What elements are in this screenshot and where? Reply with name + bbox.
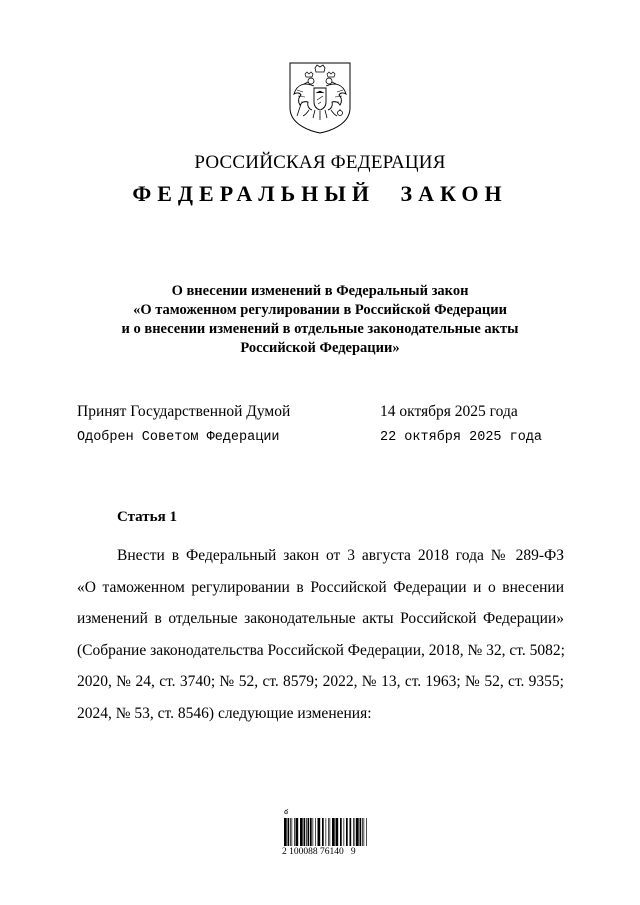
law-title-line: и о внесении изменений в отдельные законодательные акты (121, 321, 519, 337)
barcode-bar (340, 818, 342, 846)
barcode-bar (356, 818, 359, 846)
barcode-bar (304, 818, 306, 846)
article-line: «О таможенном регулировании в Российской Федерации и о внесении (77, 578, 564, 596)
article-line: 2020, № 24, ст. 3740; № 52, ст. 8579; 2022, № 13, ст. 1963; № 52, ст. 9355; (77, 673, 564, 690)
article-body (77, 540, 564, 729)
barcode-bar (306, 818, 307, 846)
law-title-line: Российской Федерации» (240, 340, 400, 356)
barcode-bar (292, 818, 293, 846)
barcode-bar (284, 818, 287, 846)
barcode-bar (326, 818, 327, 846)
barcode-bar (313, 818, 314, 846)
barcode-bar (330, 818, 331, 846)
article-line: изменений в отдельные законодательные акты Российской Федерации» (77, 610, 564, 627)
barcode-bar (364, 818, 365, 846)
barcode-bar (310, 818, 312, 846)
article-heading: Статья 1 (117, 509, 177, 525)
barcode-bar (308, 818, 310, 846)
coat-of-arms-icon (287, 60, 353, 134)
barcode-bar (322, 818, 324, 846)
barcode-bar (350, 818, 352, 846)
barcode-bar (328, 818, 329, 846)
barcode-bar (288, 818, 290, 846)
law-title-line: О внесении изменений в Федеральный закон (171, 283, 469, 299)
barcode-bar (362, 818, 363, 846)
barcode-bars (284, 818, 368, 846)
country-name: РОССИЙСКАЯ ФЕДЕРАЦИЯ (194, 152, 446, 173)
barcode-bar (296, 818, 299, 846)
article-line: Внести в Федеральный закон от 3 августа 2018 года № 289-ФЗ (117, 547, 564, 564)
barcode-bar (353, 818, 354, 846)
barcode-bar (346, 818, 348, 846)
barcode-mark: ఠ (284, 808, 289, 816)
council-approval-row (77, 430, 577, 450)
barcode-bar (366, 818, 367, 846)
barcode-bar (332, 818, 335, 846)
document-type: ФЕДЕРАЛЬНЫЙ ЗАКОН (132, 181, 508, 206)
duma-adoption-date: 14 октября 2025 года (380, 403, 518, 420)
barcode-number: 2 100088 76140 9 (282, 847, 356, 857)
article-line: (Собрание законодательства Российской Федерации, 2018, № 32, ст. 5082; (77, 641, 565, 659)
barcode-bar (290, 818, 291, 846)
barcode-bar (294, 818, 295, 846)
barcode-bar (344, 818, 345, 846)
barcode-bar (318, 818, 321, 846)
law-title-line: «О таможенном регулировании в Российской Федерации (133, 302, 507, 318)
barcode-bar (355, 818, 356, 846)
barcode-bar (336, 818, 339, 846)
barcode-bar (360, 818, 362, 846)
council-approval-date: 22 октября 2025 года (380, 430, 543, 445)
duma-adoption-label: Принят Государственной Думой (77, 403, 291, 420)
barcode (282, 808, 372, 868)
duma-adoption-row (77, 403, 577, 423)
barcode-bar (315, 818, 316, 846)
council-approval-label: Одобрен Советом Федерации (77, 430, 280, 445)
law-title (90, 282, 550, 358)
barcode-bar (300, 818, 303, 846)
article-line: 2024, № 53, ст. 8546) следующие изменения: (77, 704, 372, 722)
